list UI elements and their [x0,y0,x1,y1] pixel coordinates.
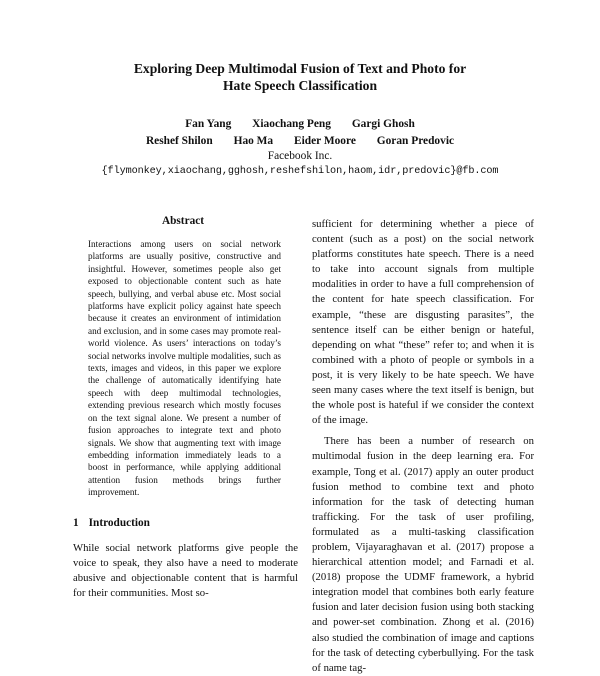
author-name: Xiaochang Peng [252,118,331,130]
affiliation: Facebook Inc. [267,150,333,162]
abstract-text: Interactions among users on social network platforms are usually positive, constructive and insightful. However, sometimes people also get exposed to objectionable content such as hate speech, bullying, and verbal abuse etc. Most social platforms have explicit policy against hate speech because it creates an environment of intimidation and exclusion, and in some cases may promote real-world violence. As users’ interactions on today’s social networks involve multiple modalities, such as texts, images and videos, in this paper we explore the challenge of automatically identifying hate speech with deep multimodal technologies, extending previous research which mostly focuses on the text signal alone. We present a number of fusion approaches to integrate text and photo signals. We show that augmenting text with image embedding information immediately leads to a boost in performance, while applying additional attention fusion methods brings further improvement. [88,239,281,498]
author-list [60,116,540,150]
body-paragraph: sufficient for determining whether a piece of content (such as a post) on the social network platforms constitutes hate speech. There is a need to take into account signals from multiple modalities in order to have a full comprehension of the content for hate speech classification. For example, “these are disgusting parasites”, the sentence itself can be either benign or hateful, depending on what “these” refer to; and when it is combined with a photo of people or symbols in a post, it is very likely to be hate speech. We have seen many cases where the text itself is benign, but the whole post is hateful if we consider the context of the image. [312,218,534,427]
authors-row-1 [60,116,540,133]
section-number: 1 [73,517,79,529]
author-emails: {flymonkey,xiaochang,gghosh,reshefshilon,haom,idr,predovic}@fb.com [101,166,499,177]
authors-row-2 [60,133,540,150]
author-name: Gargi Ghosh [351,118,415,130]
author-name: Hao Ma [233,135,274,147]
title-line-2: Hate Speech Classification [222,78,378,93]
section-title: Introduction [88,517,150,529]
paper-title [60,60,540,94]
introduction-text: While social network platforms give people the voice to speak, they also have a need to moderate abusive and objectionable content that is harmful for their communities. Most so- [73,542,298,599]
author-name: Eider Moore [293,135,356,147]
section-heading-introduction [73,517,150,529]
right-column [312,217,534,676]
author-name: Goran Predovic [376,135,455,147]
abstract-heading: Abstract [161,215,205,227]
title-line-1: Exploring Deep Multimodal Fusion of Text and Photo for [133,61,467,76]
body-paragraph: There has been a number of research on multimodal fusion in the deep learning era. For example, Tong et al. (2017) apply an outer product fusion method to combine text and photo information for the task of detecting human trafficking. For the task of user profiling, formulated as a multi-tasking classification problem, Vijayaraghavan et al. (2017) propose a hierarchical attention model; and Farnadi et al. (2018) propose the UDMF framework, a hybrid integration model that combines both early feature fusion and later decision fusion using both stacking and power-set combination. Zhong et al. (2016) also studied the combination of image and captions for the task of detecting cyberbullying. For the task of name tag- [312,435,534,674]
author-name: Fan Yang [185,118,232,130]
author-name: Reshef Shilon [145,135,213,147]
